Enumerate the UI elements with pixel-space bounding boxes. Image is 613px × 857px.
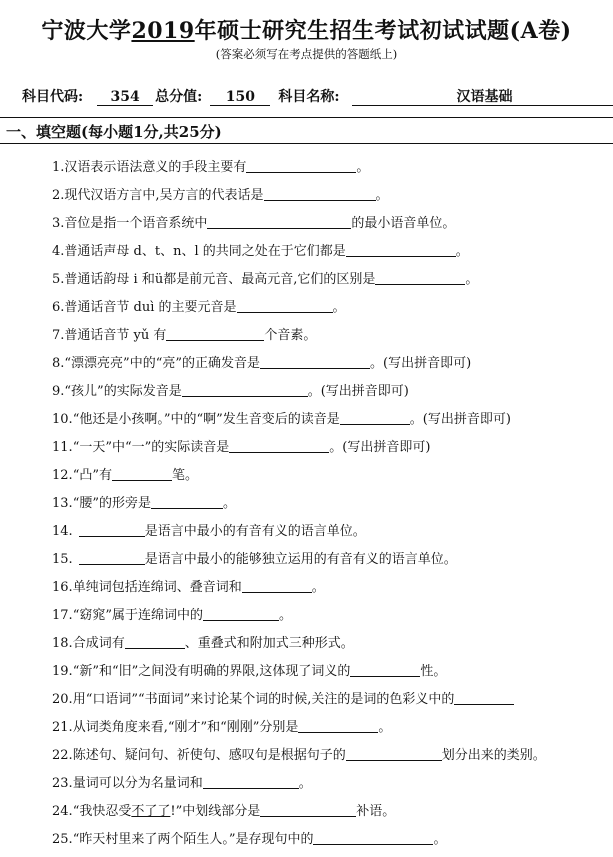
answer-blank[interactable] xyxy=(166,326,264,341)
answer-blank[interactable] xyxy=(151,494,223,509)
code-label: 科目代码: xyxy=(22,89,84,105)
title-rest: 年硕士研究生招生考试初试试题(A卷) xyxy=(194,18,572,44)
name-value: 汉语基础 xyxy=(352,89,613,106)
question-2: 2.现代汉语方言中,吴方言的代表话是 。 xyxy=(52,188,389,203)
title-university: 宁波大学 xyxy=(41,18,132,44)
answer-blank[interactable] xyxy=(112,466,172,481)
answer-blank[interactable] xyxy=(346,746,442,761)
answer-blank[interactable] xyxy=(454,690,514,705)
question-16: 16.单纯词包括连绵词、叠音词和 。 xyxy=(52,580,325,595)
code-value: 354 xyxy=(97,89,153,106)
question-18: 18.合成词有 、重叠式和附加式三种形式。 xyxy=(52,636,354,651)
answer-note: (答案必须写在考点提供的答题纸上) xyxy=(215,47,398,61)
answer-blank[interactable] xyxy=(340,410,410,425)
question-10: 10.“他还是小孩啊。”中的“啊”发生音变后的读音是 。(写出拼音即可) xyxy=(52,412,511,427)
question-14: 14. 是语言中最小的有音有义的语言单位。 xyxy=(52,524,366,539)
question-1: 1.汉语表示语法意义的手段主要有 。 xyxy=(52,160,370,175)
question-15: 15. 是语言中最小的能够独立运用的有音有义的语言单位。 xyxy=(52,552,457,567)
answer-blank[interactable] xyxy=(203,774,299,789)
title-year: 2019 xyxy=(131,18,195,44)
answer-blank[interactable] xyxy=(350,662,420,677)
answer-blank[interactable] xyxy=(313,830,433,845)
answer-blank[interactable] xyxy=(182,382,308,397)
divider-bottom xyxy=(0,143,613,144)
underlined-phrase: 不了了 xyxy=(131,804,171,819)
question-24: 24.“我快忍受不了了!”中划线部分是 补语。 xyxy=(52,804,396,819)
answer-blank[interactable] xyxy=(264,186,376,201)
question-5: 5.普通话韵母 i 和ü都是前元音、最高元音,它们的区别是 。 xyxy=(52,272,479,287)
question-25: 25.“昨天村里来了两个陌生人。”是存现句中的 。 xyxy=(52,832,447,847)
answer-blank[interactable] xyxy=(229,438,329,453)
answer-blank[interactable] xyxy=(246,158,356,173)
total-label: 总分值: xyxy=(155,89,203,105)
answer-blank[interactable] xyxy=(207,214,351,229)
answer-blank[interactable] xyxy=(242,578,312,593)
question-9: 9.“孩儿”的实际发音是 。(写出拼音即可) xyxy=(52,384,409,399)
answer-blank[interactable] xyxy=(375,270,465,285)
question-11: 11.“一天”中“一”的实际读音是 。(写出拼音即可) xyxy=(52,440,431,455)
question-17: 17.“窈窕”属于连绵词中的 。 xyxy=(52,608,292,623)
question-22: 22.陈述句、疑问句、祈使句、感叹句是根据句子的 划分出来的类别。 xyxy=(52,748,546,763)
answer-blank[interactable] xyxy=(346,242,456,257)
question-23: 23.量词可以分为名量词和 。 xyxy=(52,776,312,791)
question-13: 13.“腰”的形旁是 。 xyxy=(52,496,236,511)
question-6: 6.普通话音节 duì 的主要元音是 。 xyxy=(52,300,346,315)
question-21: 21.从词类角度来看,“刚才”和“刚刚”分别是 。 xyxy=(52,720,392,735)
answer-blank[interactable] xyxy=(125,634,185,649)
question-20: 20.用“口语词”“书面词”来讨论某个词的时候,关注的是词的色彩义中的 xyxy=(52,690,514,708)
answer-blank[interactable] xyxy=(237,298,333,313)
answer-blank[interactable] xyxy=(79,522,145,537)
question-8: 8.“漂漂亮亮”中的“亮”的正确发音是 。(写出拼音即可) xyxy=(52,356,472,371)
divider-top xyxy=(0,117,613,118)
question-4: 4.普通话声母 d、t、n、l 的共同之处在于它们都是 。 xyxy=(52,244,469,259)
answer-blank[interactable] xyxy=(79,550,145,565)
exam-title xyxy=(0,14,613,45)
section-title: 一、填空题(每小题1分,共25分) xyxy=(6,123,222,141)
total-value: 150 xyxy=(210,89,270,106)
subject-meta xyxy=(22,86,613,106)
answer-blank[interactable] xyxy=(203,606,279,621)
question-7: 7.普通话音节 yǔ 有 个音素。 xyxy=(52,328,317,343)
name-label: 科目名称: xyxy=(278,89,340,105)
answer-blank[interactable] xyxy=(260,802,356,817)
question-19: 19.“新”和“旧”之间没有明确的界限,这体现了词义的 性。 xyxy=(52,664,447,679)
answer-blank[interactable] xyxy=(260,354,370,369)
question-3: 3.音位是指一个语音系统中 的最小语音单位。 xyxy=(52,216,456,231)
answer-blank[interactable] xyxy=(298,718,378,733)
question-12: 12.“凸”有 笔。 xyxy=(52,468,198,483)
